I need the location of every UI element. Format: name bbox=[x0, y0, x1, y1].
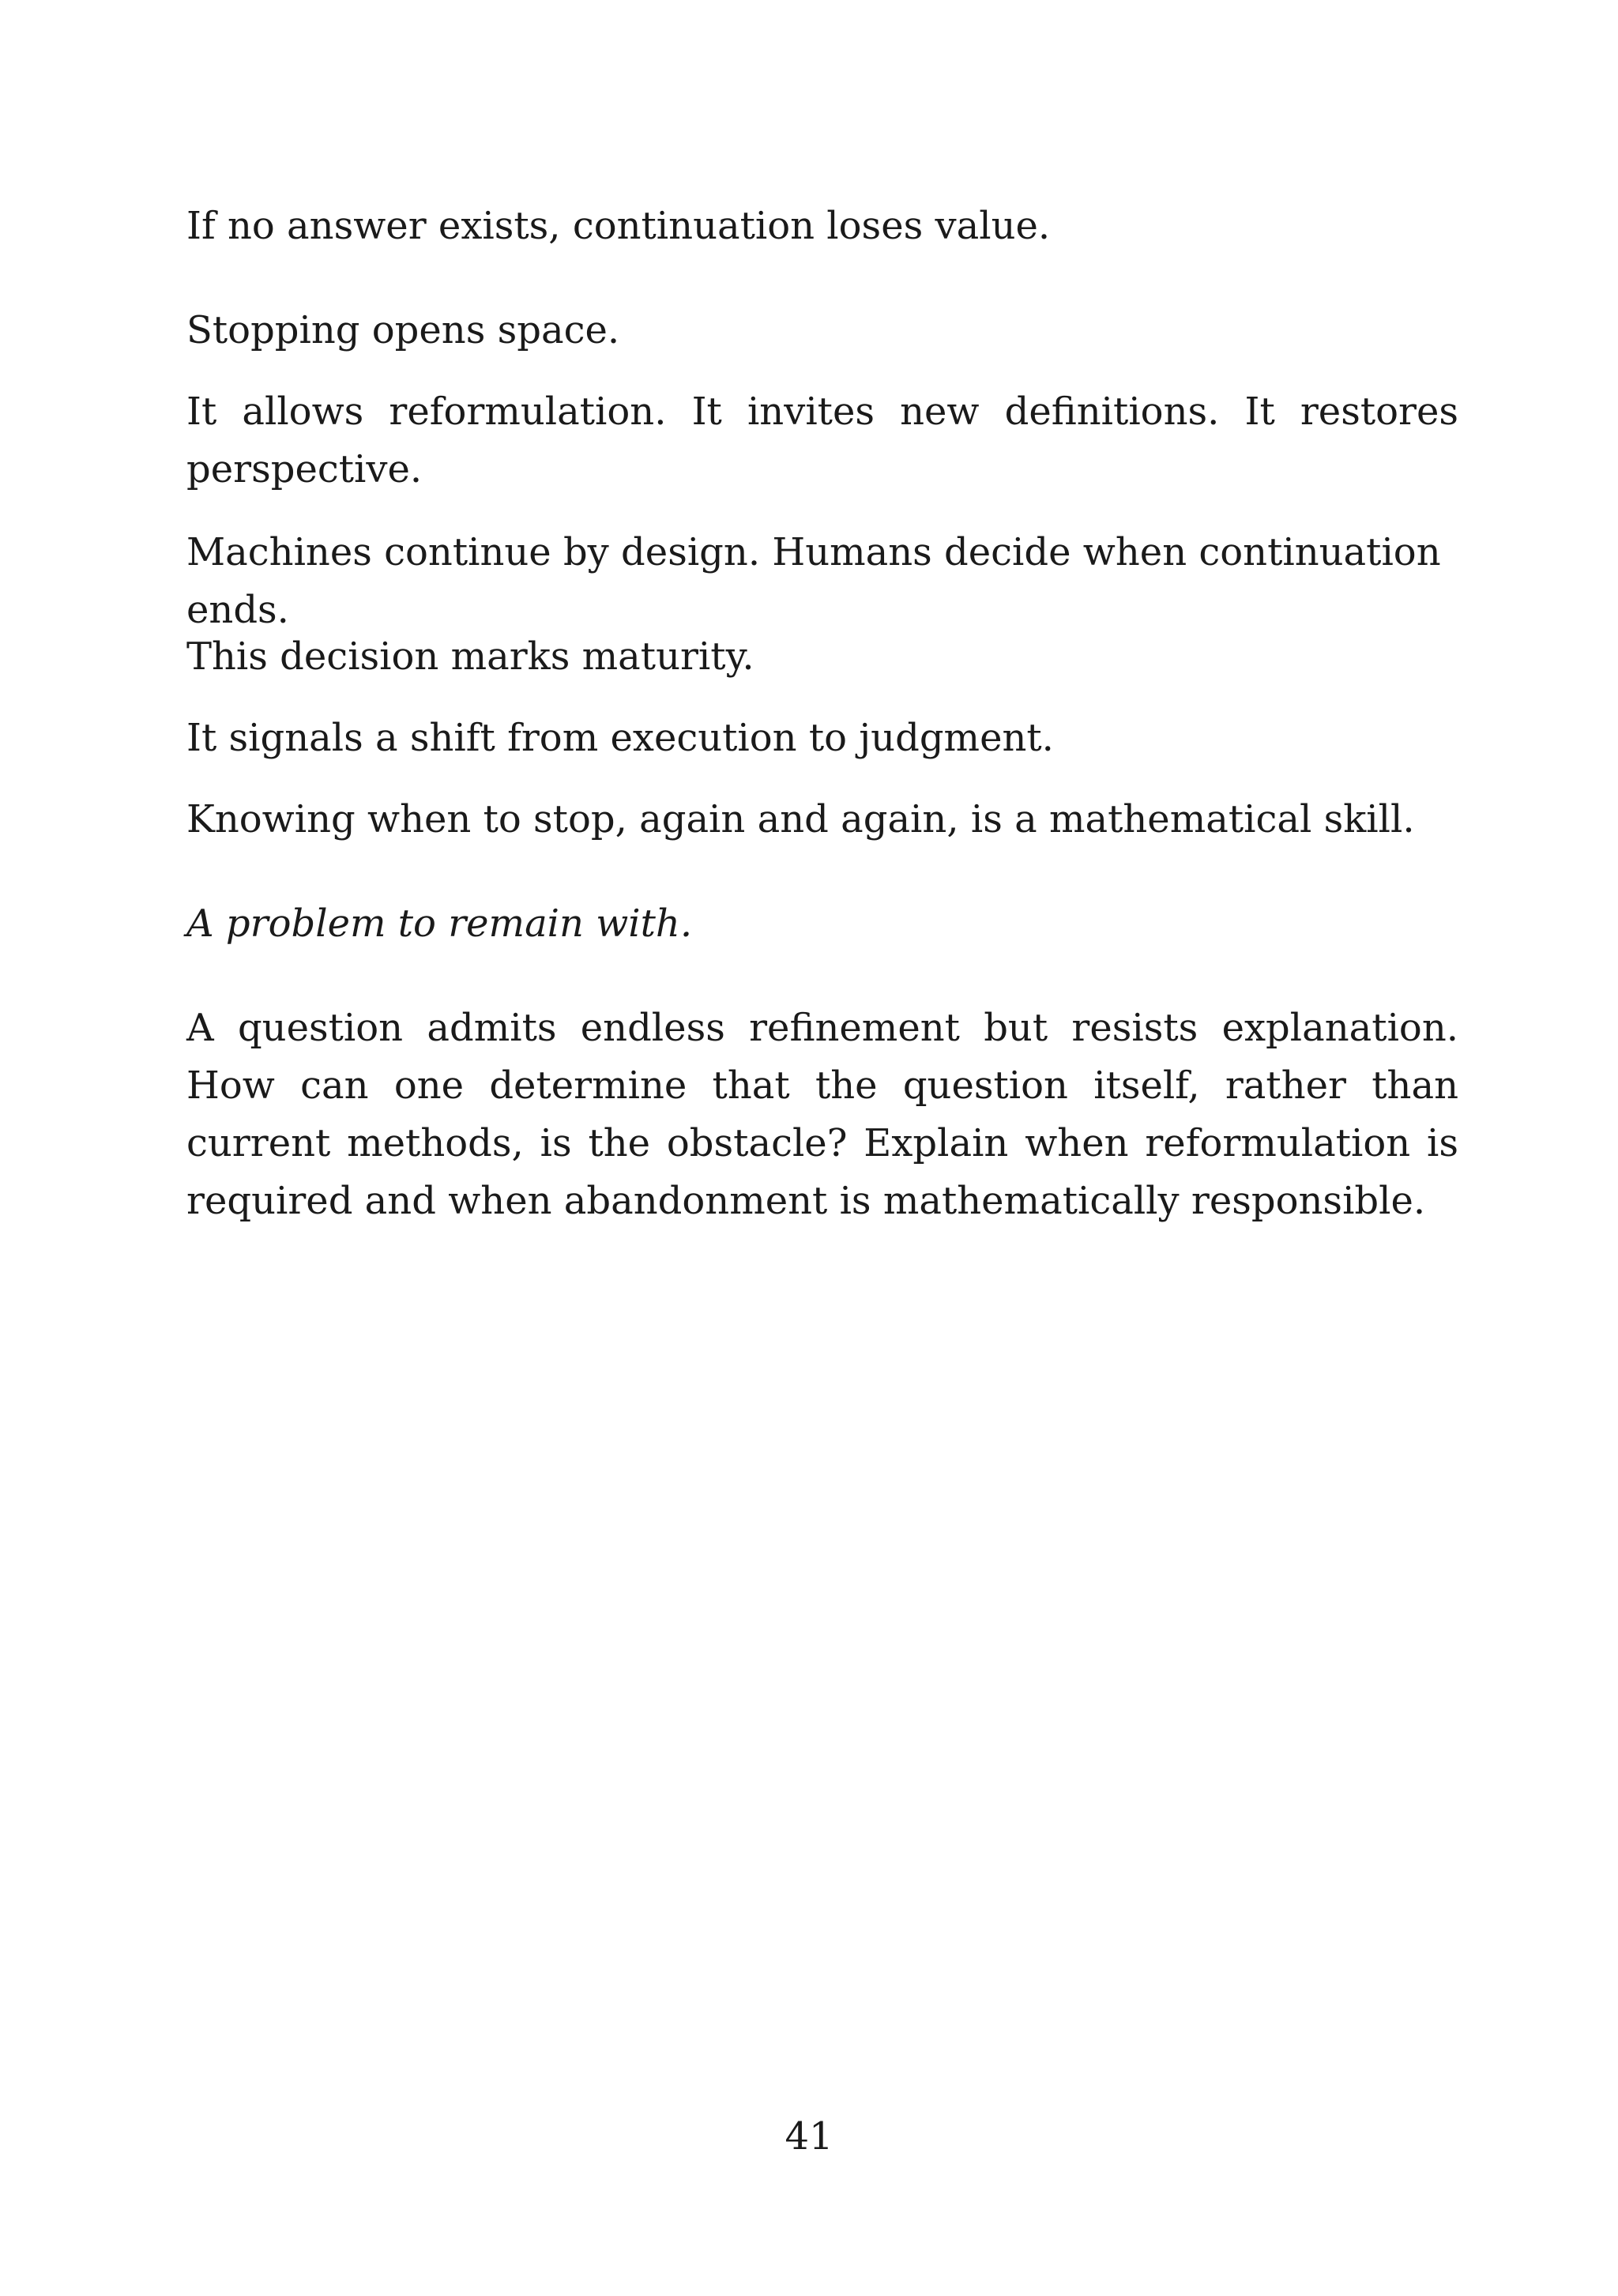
paragraph-continuation-value: If no answer exists, continuation loses value. bbox=[186, 204, 1051, 248]
paragraph-maturity: This decision marks maturity. bbox=[186, 634, 754, 679]
paragraph-reformulation: It allows reformulation. It invites new definitions. It restores perspective. bbox=[186, 390, 1458, 491]
paragraph-stopping-space: Stopping opens space. bbox=[186, 308, 620, 352]
paragraph-mathematical-skill: Knowing when to stop, again and again, is a mathematical skill. bbox=[186, 797, 1415, 841]
paragraph-machines-humans: Machines continue by design. Humans decide when continuation ends. bbox=[186, 530, 1441, 632]
page-number: 41 bbox=[785, 2114, 833, 2159]
problem-text: A question admits endless refinement but resists explanation. How can one determine that the question itself, rather than current methods, is the obstacle? Explain when reformulation is required and when abandonment is mathematically responsible. bbox=[186, 1006, 1458, 1223]
problem-heading: A problem to remain with. bbox=[186, 901, 693, 946]
paragraph-execution-judgment: It signals a shift from execution to judgment. bbox=[186, 716, 1054, 760]
